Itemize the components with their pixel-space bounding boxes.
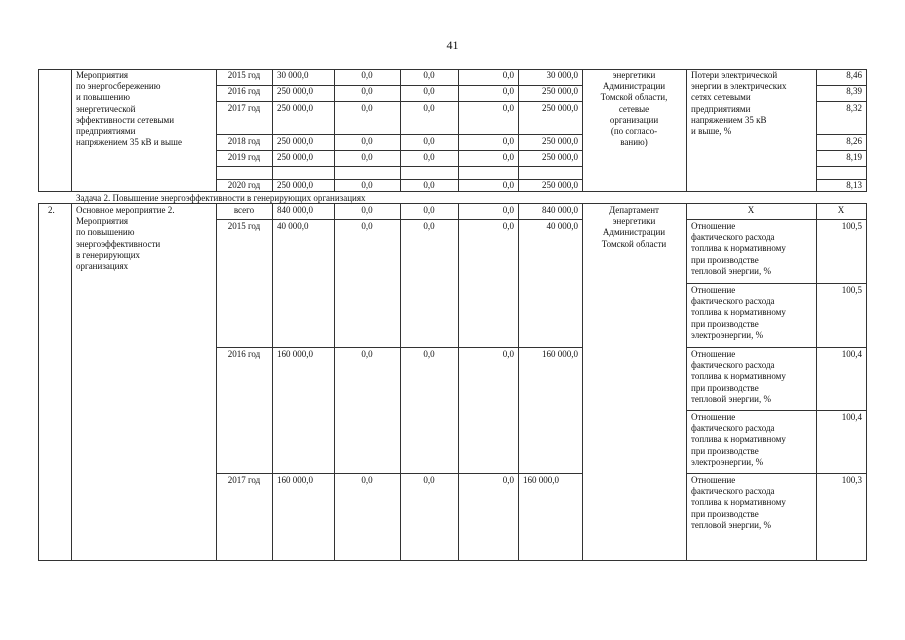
rule-line [216,347,583,348]
rule-line [686,219,867,220]
indicator-line: топлива к нормативному [691,243,786,254]
rule-line [816,101,867,102]
indicator-line: при производстве [691,254,759,265]
event-name-line: по энергосбережению [76,81,161,92]
rule-line [686,473,867,474]
funding-cell: 0,0 [361,136,373,146]
event-name-line: и повышению [76,92,130,103]
indicator-line: Отношение [691,475,736,485]
indicator-line: предприятиями [691,103,751,114]
rule-line [582,69,583,191]
indicator-value: 8,26 [846,136,862,146]
indicator-value: 100,5 [841,221,862,231]
year-cell: 2020 год [227,180,261,190]
funding-cell: 0,0 [361,205,373,215]
indicator-line: Отношение [691,285,736,295]
rule-line [71,203,72,560]
year-cell: 2016 год [227,86,261,96]
indicator-line: при производстве [691,318,759,329]
funding-cell: 0,0 [423,152,435,162]
rule-line [518,69,519,191]
total-cell: 250 000,0 [277,180,313,190]
row-number: 2. [48,205,55,215]
indicator-line: тепловой энергии, % [691,265,771,276]
rule-line [400,203,401,560]
funding-cell: 160 000,0 [542,349,578,359]
funding-cell: 0,0 [361,103,373,113]
rule-line [816,150,867,151]
indicator-line: топлива к нормативному [691,497,786,508]
total-cell: 840 000,0 [277,205,313,215]
total-cell: 160 000,0 [277,349,313,359]
rule-line [686,69,687,191]
rule-line [216,203,217,560]
rule-line [582,203,583,560]
funding-cell: 0,0 [361,221,373,231]
funding-cell: 0,0 [423,205,435,215]
rule-line [686,347,867,348]
indicator-value: 8,13 [846,180,862,190]
funding-cell: 0,0 [502,349,514,359]
total-cell: 40 000,0 [277,221,309,231]
rule-line [458,69,459,191]
indicator-value: 8,32 [846,103,862,113]
rule-line [866,203,867,560]
rule-line [71,69,72,191]
indicator-line: фактического расхода [691,296,775,307]
year-cell: 2015 год [227,70,261,80]
indicator-line: сетях сетевыми [691,92,751,103]
indicator-line: фактического расхода [691,360,775,371]
indicator-line: и выше, % [691,126,732,136]
event-name-line: в генерирующих [76,249,141,260]
indicator-value: 100,4 [841,349,862,359]
event-name-line: по повышению [76,227,135,238]
indicator-line: Отношение [691,221,736,231]
rule-line [400,69,401,191]
rule-line [518,203,519,560]
rule-line [272,203,273,560]
funding-cell: 0,0 [361,349,373,359]
funding-cell: 0,0 [502,86,514,96]
indicator-line: при производстве [691,508,759,519]
rule-line [816,166,867,167]
total-cell: 30 000,0 [277,70,309,80]
indicator-value: 100,3 [841,475,862,485]
indicator-line: тепловой энергии, % [691,393,771,404]
event-name-line: Мероприятия [76,70,129,80]
funding-cell: 40 000,0 [546,221,578,231]
funding-cell: 250 000,0 [542,86,578,96]
rule-line [334,203,335,560]
funding-cell: 0,0 [502,180,514,190]
funding-cell: 250 000,0 [542,180,578,190]
rule-line [272,69,273,191]
event-name-line: энергетической [76,103,136,114]
total-cell: 250 000,0 [277,136,313,146]
rule-line [38,203,39,560]
rule-line [216,473,583,474]
total-cell: 160 000,0 [277,475,313,485]
funding-cell: 0,0 [502,221,514,231]
funding-cell: 840 000,0 [542,205,578,215]
executor-line: Томской области, [600,92,668,103]
indicator-line: фактического расхода [691,486,775,497]
funding-cell: 0,0 [502,152,514,162]
executor-line: энергетики [612,70,656,80]
executor-line: Томской области [601,238,667,249]
funding-cell: 0,0 [423,86,435,96]
rule-line [686,410,867,411]
year-cell: 2019 год [227,152,261,162]
indicator-line: энергии в электрических [691,81,787,92]
rule-line [216,219,583,220]
funding-cell: 0,0 [502,205,514,215]
funding-cell: 0,0 [502,475,514,485]
year-cell: всего [233,205,255,215]
indicator-line: фактического расхода [691,423,775,434]
rule-line [816,203,817,560]
event-name-line: Основное мероприятие 2. [76,205,175,215]
indicator-value: X [837,205,845,215]
total-cell: 250 000,0 [277,86,313,96]
executor-line: ванию) [620,137,648,148]
executor-line: Администрации [602,227,666,238]
year-cell: 2015 год [227,221,261,231]
funding-cell: 0,0 [361,475,373,485]
event-name-line: предприятиями [76,126,136,136]
indicator-line: Отношение [691,412,736,422]
funding-cell: 0,0 [423,103,435,113]
funding-cell: 0,0 [423,180,435,190]
rule-line [686,203,687,560]
year-cell: 2017 год [227,475,261,485]
rule-line [816,134,867,135]
funding-cell: 0,0 [502,136,514,146]
indicator-value: 100,5 [841,285,862,295]
funding-cell: 0,0 [423,475,435,485]
indicator-line: электроэнергии, % [691,329,764,340]
indicator-line: при производстве [691,445,759,456]
rule-line [38,191,867,192]
event-name-line: эффективности сетевыми [76,114,175,125]
executor-line: Департамент [609,205,659,215]
executor-line: (по согласо- [610,126,658,136]
funding-cell: 0,0 [423,70,435,80]
indicator-value: 100,4 [841,412,862,422]
funding-cell: 250 000,0 [542,103,578,113]
funding-cell: 0,0 [361,70,373,80]
year-cell: 2016 год [227,349,261,359]
total-cell: 250 000,0 [277,152,313,162]
rule-line [216,69,217,191]
indicator-value: 8,19 [846,152,862,162]
executor-line: сетевые [618,103,650,114]
page-number: 41 [446,38,459,52]
funding-cell: 250 000,0 [542,136,578,146]
year-cell: 2018 год [227,136,261,146]
executor-line: энергетики [612,216,656,227]
funding-cell: 0,0 [423,221,435,231]
indicator-line: электроэнергии, % [691,456,764,467]
funding-cell: 0,0 [502,103,514,113]
rule-line [38,203,867,204]
event-name-line: напряжением 35 кВ и выше [76,137,182,148]
event-name-line: организациях [76,261,129,271]
funding-cell: 0,0 [502,70,514,80]
indicator-cell: X [747,205,755,215]
indicator-line: напряжением 35 кВ [691,114,767,125]
event-name-line: Мероприятия [76,216,129,227]
indicator-line: топлива к нормативному [691,434,786,445]
funding-cell: 30 000,0 [546,70,578,80]
funding-cell: 250 000,0 [542,152,578,162]
rule-line [816,69,817,191]
indicator-line: тепловой энергии, % [691,519,771,530]
executor-line: организации [609,114,659,125]
funding-cell: 0,0 [361,86,373,96]
indicator-line: топлива к нормативному [691,307,786,318]
funding-cell: 0,0 [423,349,435,359]
funding-cell: 0,0 [423,136,435,146]
indicator-line: Отношение [691,349,736,359]
indicator-line: топлива к нормативному [691,371,786,382]
rule-line [38,69,39,191]
funding-cell: 160 000,0 [523,475,559,485]
indicator-line: при производстве [691,382,759,393]
rule-line [458,203,459,560]
rule-line [334,69,335,191]
indicator-value: 8,39 [846,86,862,96]
event-name-line: энергоэффективности [76,238,161,249]
indicator-value: 8,46 [846,70,862,80]
task-heading: Задача 2. Повышение энергоэффективности в генерирующих организациях [76,193,366,203]
indicator-line: Потери электрической [691,70,778,80]
rule-line [866,69,867,191]
funding-cell: 0,0 [361,152,373,162]
total-cell: 250 000,0 [277,103,313,113]
funding-cell: 0,0 [361,180,373,190]
year-cell: 2017 год [227,103,261,113]
indicator-line: фактического расхода [691,232,775,243]
executor-line: Администрации [602,81,666,92]
rule-line [686,283,867,284]
rule-line [38,560,867,561]
